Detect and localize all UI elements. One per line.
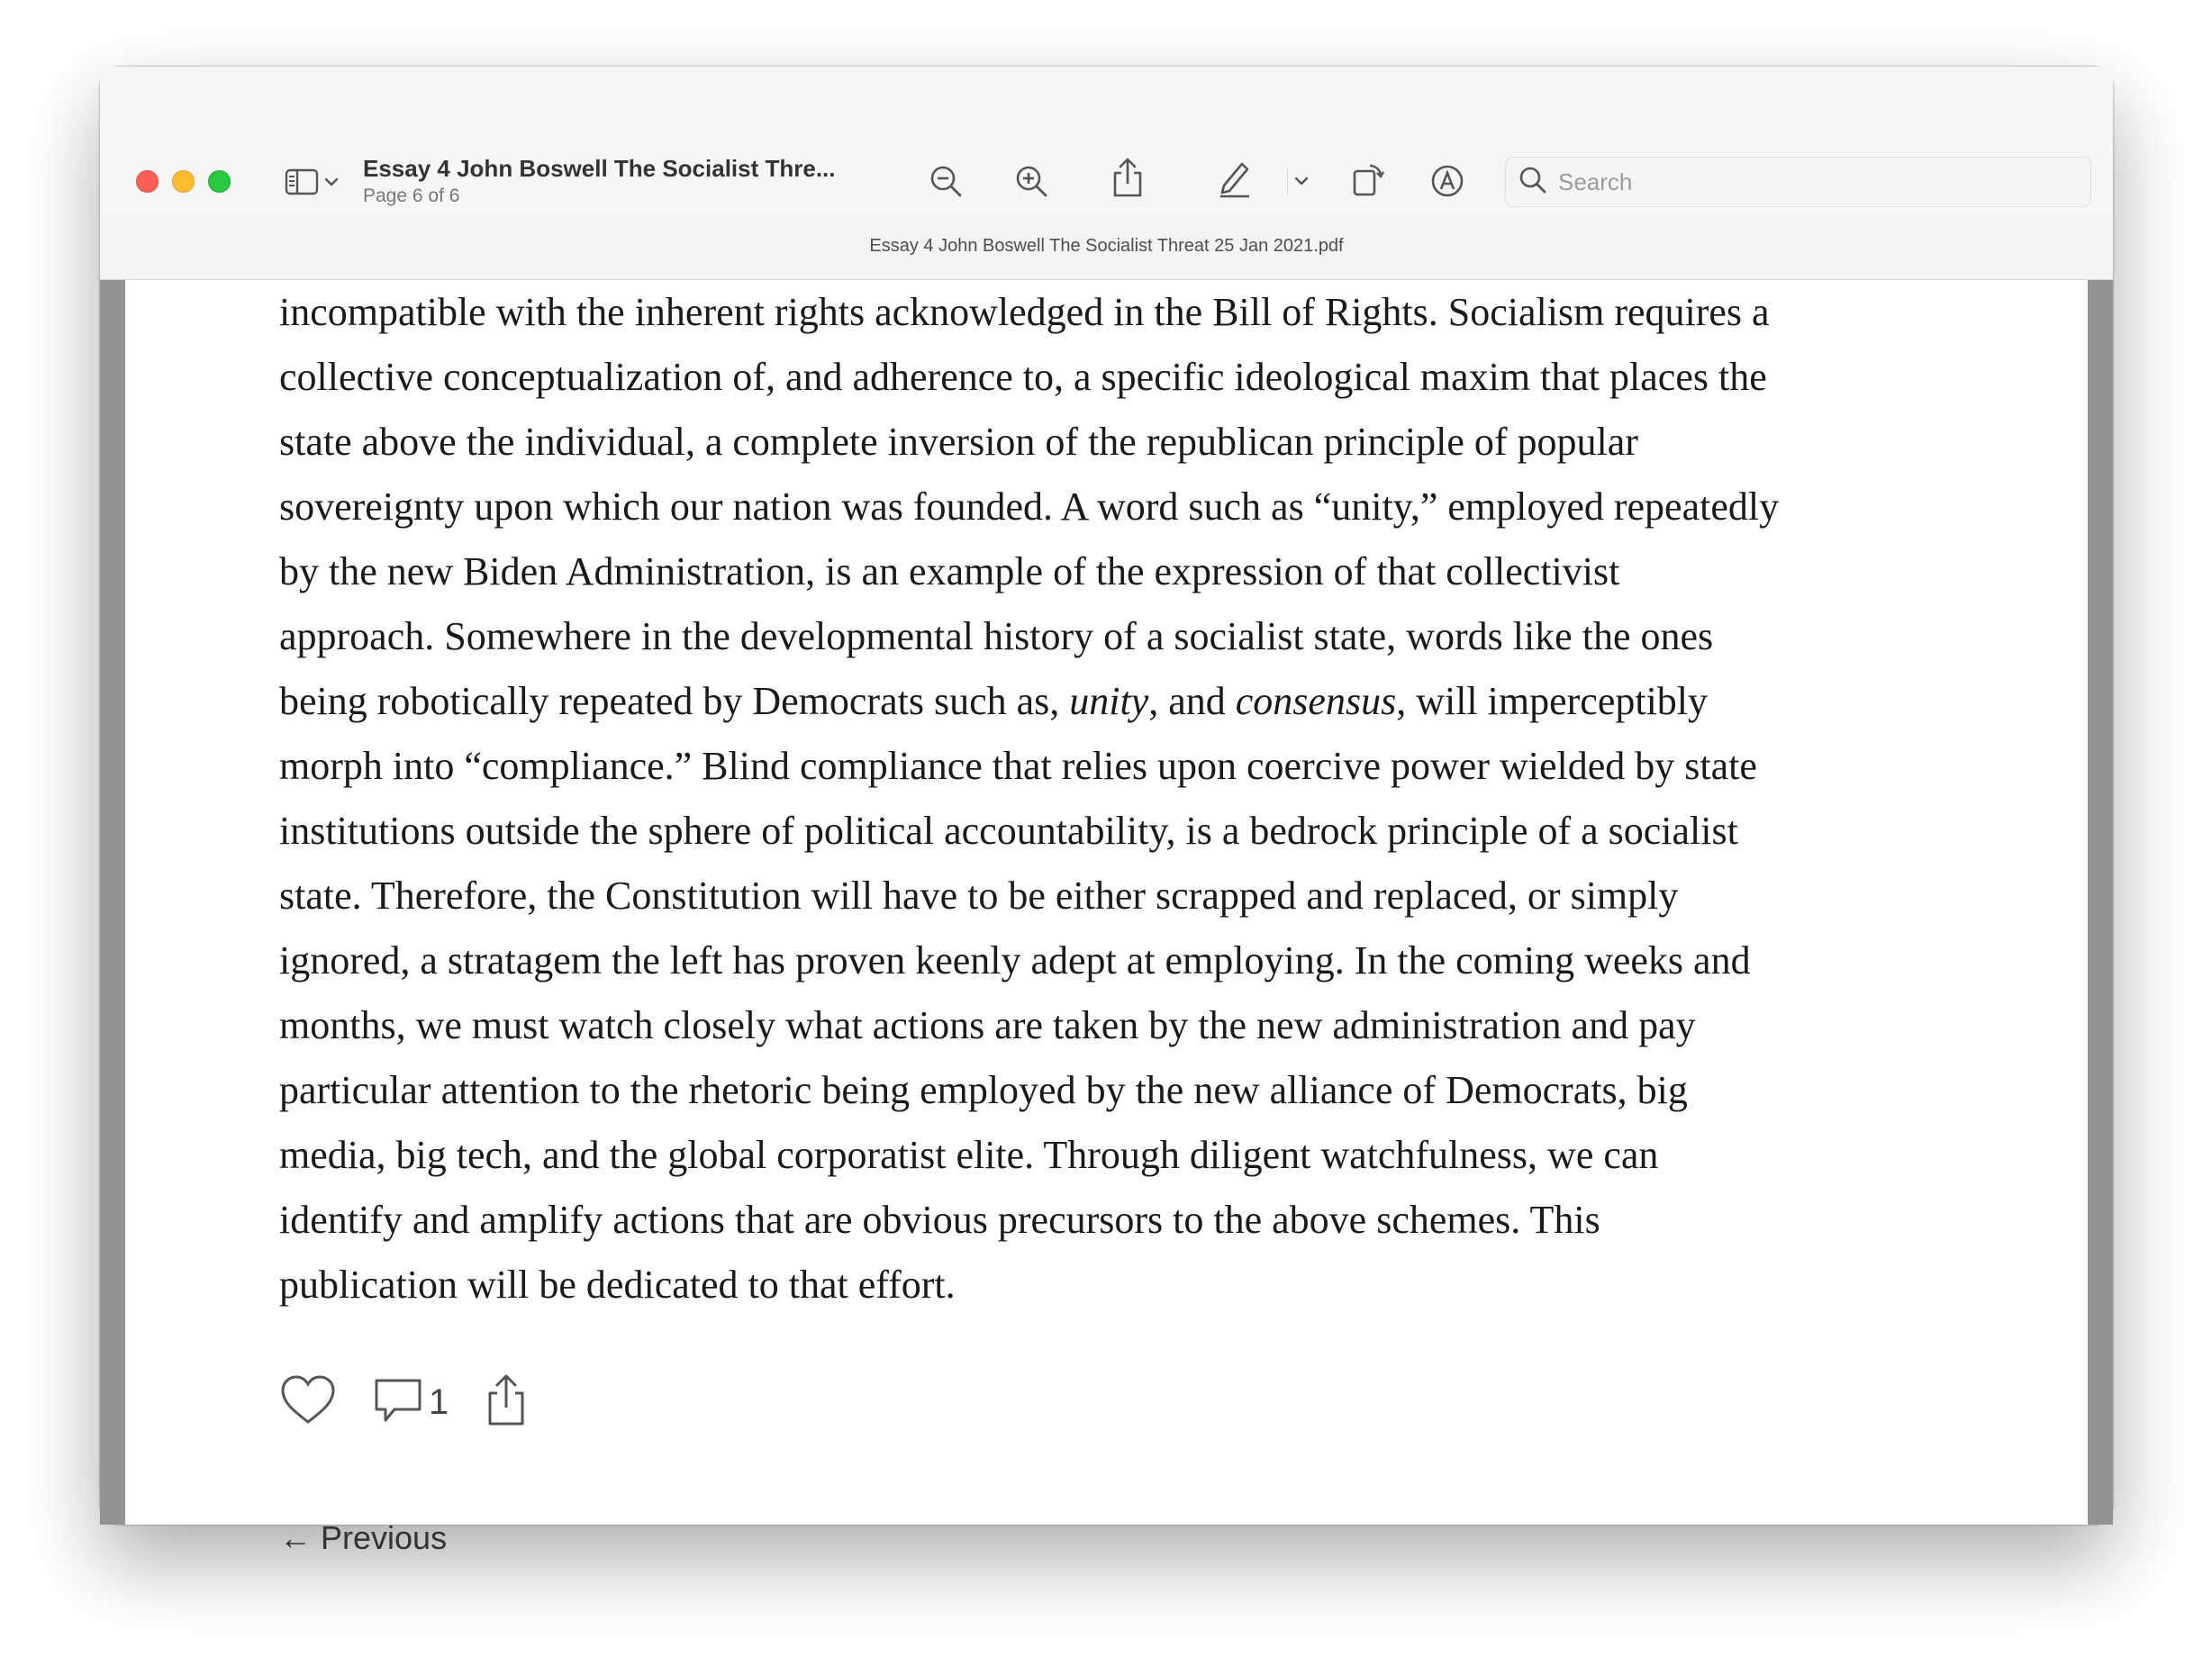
- text-segment: by the new Biden Administration, is an example of the expression of that collectivist: [279, 549, 1620, 593]
- chevron-down-icon: [324, 177, 339, 187]
- text-segment: collective conceptualization of, and adherence to, a specific ideological maxim that places the: [279, 355, 1767, 399]
- text-line: [279, 1188, 2044, 1253]
- text-line: [279, 1253, 2044, 1317]
- markup-pen-icon: [1217, 158, 1253, 198]
- share-icon: [485, 1373, 528, 1432]
- text-line: [279, 928, 2044, 993]
- text-segment: state. Therefore, the Constitution will have to be either scrapped and replaced, or simply: [279, 874, 1679, 918]
- text-line: [279, 799, 2044, 864]
- fullscreen-window-button[interactable]: [208, 170, 231, 193]
- text-line: [279, 539, 2044, 604]
- text-line: [279, 1123, 2044, 1188]
- rotate-button[interactable]: [1347, 157, 1389, 200]
- close-window-button[interactable]: [136, 170, 159, 193]
- previous-link[interactable]: ← Previous: [279, 1519, 448, 1556]
- page-indicator: Page 6 of 6: [363, 186, 460, 206]
- page-gutter-left: [100, 280, 125, 1525]
- search-icon: [1518, 166, 1547, 199]
- rotate-icon: [1350, 158, 1386, 198]
- comment-icon: [371, 1375, 425, 1430]
- text-segment: institutions outside the sphere of political accountability, is a bedrock principle of a socialist: [279, 809, 1738, 853]
- toolbar: [100, 67, 2113, 213]
- text-line: [279, 734, 2044, 799]
- text-segment: approach. Somewhere in the developmental history of a socialist state, words like the ones: [279, 614, 1714, 658]
- text-segment: media, big tech, and the global corporatist elite. Through diligent watchfulness, we can: [279, 1133, 1659, 1177]
- text-segment: publication will be dedicated to that effort.: [279, 1263, 956, 1307]
- italic-text: consensus: [1235, 679, 1397, 723]
- markup-menu-button[interactable]: [1287, 168, 1314, 195]
- heart-icon: [279, 1373, 337, 1432]
- text-segment: identify and amplify actions that are obvious precursors to the above schemes. This: [279, 1198, 1600, 1242]
- document-title[interactable]: Essay 4 John Boswell The Socialist Thre...: [363, 155, 836, 182]
- comment-count: 1: [429, 1381, 449, 1422]
- text-segment: being robotically repeated by Democrats such as,: [279, 679, 1070, 723]
- text-segment: morph into “compliance.” Blind compliance that relies upon coercive power wielded by state: [279, 744, 1757, 788]
- search-field[interactable]: [1505, 157, 2091, 207]
- zoom-in-icon: [1013, 163, 1049, 199]
- chevron-down-icon: [1294, 176, 1309, 186]
- post-actions: [279, 1366, 528, 1438]
- text-segment: ignored, a stratagem the left has proven keenly adept at employing. In the coming weeks and: [279, 938, 1751, 982]
- share-post-button[interactable]: [485, 1373, 528, 1432]
- file-name: Essay 4 John Boswell The Socialist Threat 25 Jan 2021.pdf: [869, 236, 1344, 256]
- comment-button[interactable]: [371, 1375, 449, 1430]
- share-button[interactable]: [1107, 155, 1148, 200]
- text-segment: incompatible with the inherent rights acknowledged in the Bill of Rights. Socialism requires a: [279, 290, 1770, 334]
- text-line: [279, 604, 2044, 669]
- text-line: [279, 864, 2044, 928]
- document-body: [279, 280, 2044, 1317]
- pdf-page: [125, 280, 2088, 1556]
- text-segment: state above the individual, a complete inversion of the republican principle of popular: [279, 420, 1638, 464]
- text-segment: , and: [1148, 679, 1236, 723]
- text-line: [279, 345, 2044, 410]
- minimize-window-button[interactable]: [172, 170, 195, 193]
- text-line: [279, 280, 2044, 345]
- zoom-in-button[interactable]: [1011, 160, 1052, 202]
- text-line: [279, 410, 2044, 475]
- text-line: [279, 993, 2044, 1058]
- text-segment: sovereignty upon which our nation was founded. A word such as “unity,” employed repeatedly: [279, 484, 1780, 529]
- zoom-out-icon: [928, 163, 964, 199]
- text-line: [279, 475, 2044, 539]
- italic-text: unity: [1069, 679, 1149, 723]
- text-segment: months, we must watch closely what actions are taken by the new administration and pay: [279, 1003, 1696, 1047]
- text-line: [279, 1058, 2044, 1123]
- text-segment: , will imperceptibly: [1396, 679, 1709, 723]
- share-icon: [1111, 157, 1144, 198]
- zoom-out-button[interactable]: [925, 160, 966, 202]
- page-gutter-right: [2088, 280, 2113, 1525]
- search-input[interactable]: [1558, 168, 2044, 196]
- sidebar-icon: [285, 168, 321, 196]
- sidebar-toggle-button[interactable]: [280, 164, 343, 200]
- file-name-bar: [100, 213, 2113, 280]
- annotate-icon: [1429, 163, 1465, 199]
- markup-button[interactable]: [1214, 157, 1256, 200]
- text-line: [279, 669, 2044, 734]
- preview-window: [100, 67, 2113, 1556]
- annotate-button[interactable]: [1427, 160, 1468, 202]
- like-button[interactable]: [279, 1373, 337, 1432]
- text-segment: particular attention to the rhetoric being employed by the new alliance of Democrats, big: [279, 1068, 1688, 1112]
